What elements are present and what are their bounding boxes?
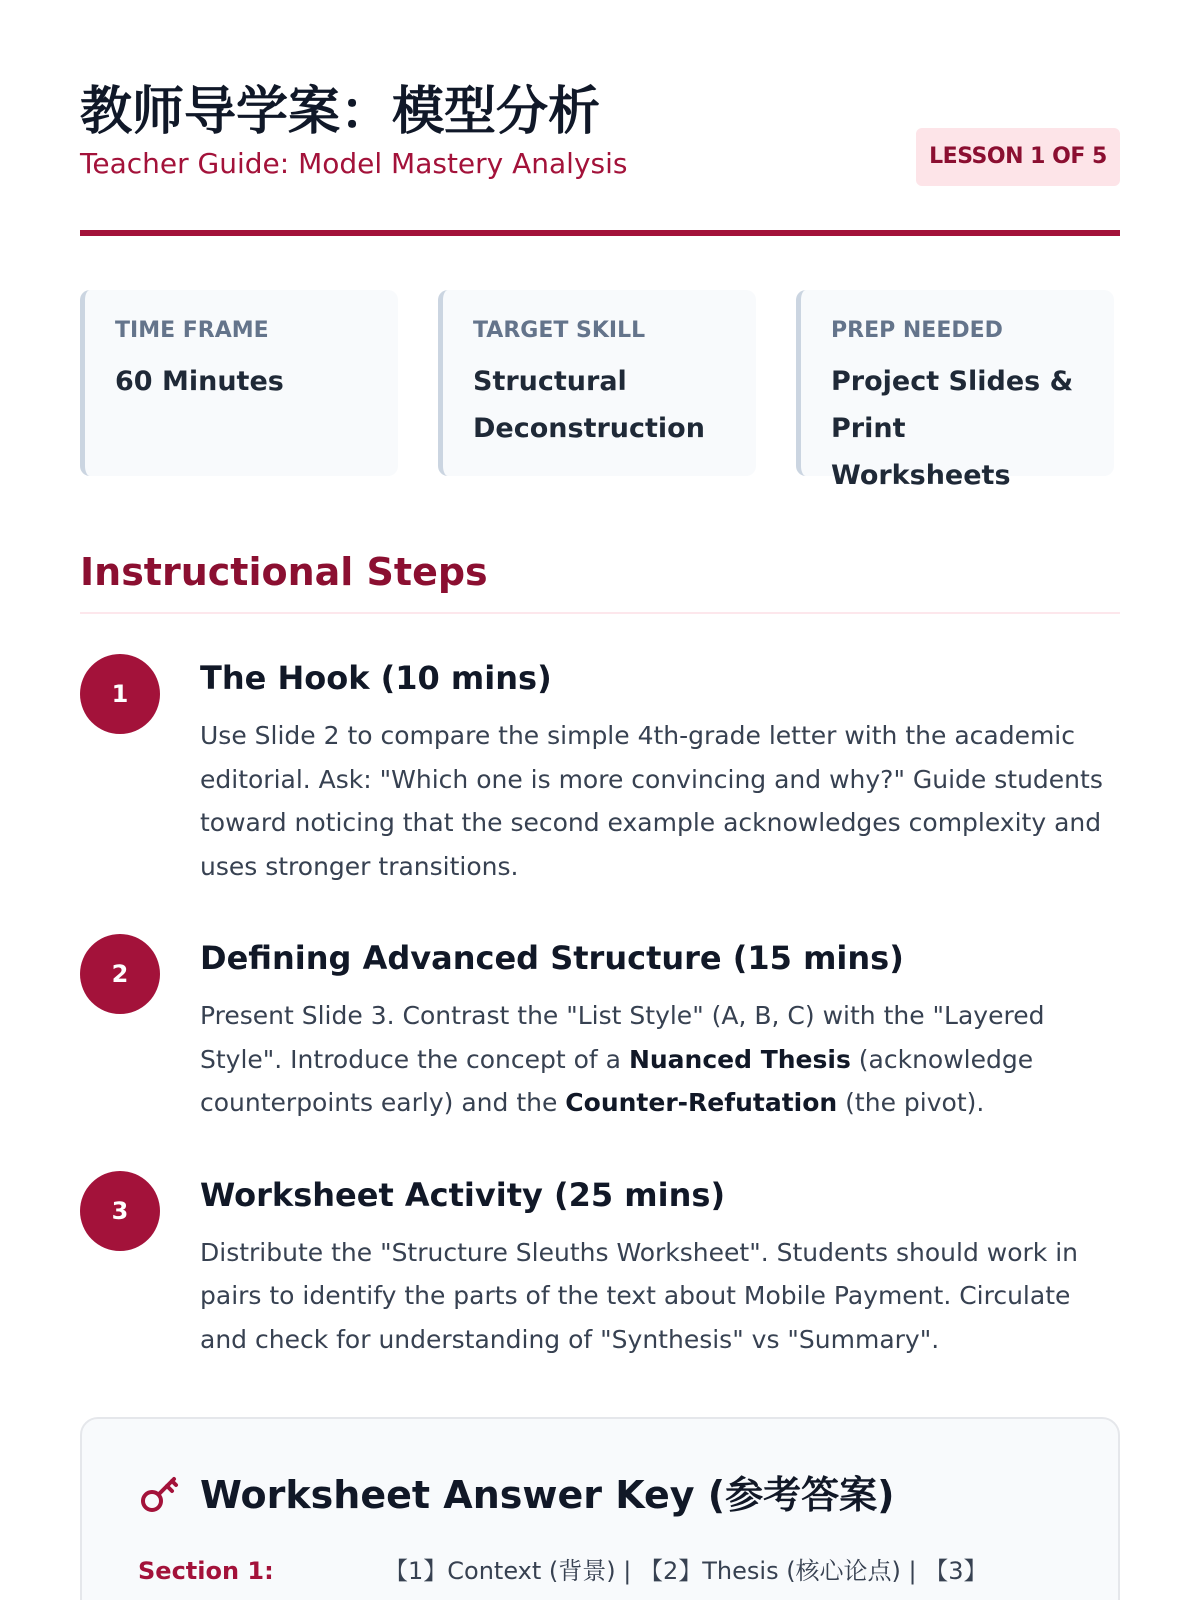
step-description: [200, 994, 1110, 1125]
target-skill-value: Structural Deconstruction: [473, 366, 705, 444]
key-icon: [138, 1474, 180, 1516]
step-item-1: [80, 654, 1120, 888]
target-skill-label: TARGET SKILL: [473, 318, 646, 343]
lesson-info-cards: [80, 290, 1120, 491]
prep-needed-value: Project Slides & Print Worksheets: [831, 366, 1074, 491]
answer-key-section-row: [138, 1555, 1118, 1587]
step-description: Distribute the "Structure Sleuths Worksheet". Students should work in pairs to identify the parts of the text about Mobile Payment. Circulate and check for understanding of "Synthesis" vs "Summary".: [200, 1237, 1078, 1354]
step-item-2: [80, 934, 1120, 1125]
step-number-badge: 2: [80, 934, 160, 1014]
time-frame-label: TIME FRAME: [115, 318, 269, 343]
step-title: Worksheet Activity (25 mins): [200, 1175, 726, 1214]
time-frame-value: 60 Minutes: [115, 366, 284, 397]
page-title-chinese: 教师导学案：模型分析: [80, 82, 601, 142]
lesson-badge: LESSON 1 OF 5: [916, 128, 1120, 186]
answer-key-title: Worksheet Answer Key (参考答案): [200, 1473, 895, 1517]
section-label: Section 1:: [138, 1557, 274, 1585]
counter-refutation-term: Counter-Refutation: [565, 1088, 838, 1117]
step-description-part: (acknowledge counterpoints early) and the: [200, 1044, 1034, 1117]
step-title: The Hook (10 mins): [200, 659, 552, 697]
step-content: [200, 934, 1110, 1125]
step-description-part: Present Slide 3. Contrast the "List Style" (A, B, C) with the "Layered Style". Introduce the concept of a: [200, 1001, 1045, 1074]
prep-needed-label: PREP NEEDED: [831, 318, 1003, 343]
time-frame-card: [80, 290, 398, 476]
step-number-badge: 1: [80, 654, 160, 734]
step-number-badge: 3: [80, 1171, 160, 1251]
instructional-steps-list: [80, 654, 1120, 1361]
target-skill-card: [438, 290, 756, 476]
step-content: [200, 1171, 1110, 1362]
section-answer-text: 【1】Context (背景) | 【2】Thesis (核心论点) | 【3】: [384, 1557, 988, 1585]
nuanced-thesis-term: Nuanced Thesis: [628, 1044, 851, 1074]
step-content: [200, 654, 1110, 888]
step-title: Defining Advanced Structure (15 mins): [200, 939, 904, 977]
step-description: Use Slide 2 to compare the simple 4th-grade letter with the academic editorial. Ask: "Which one is more convincing and why?" Guide students toward noticing that the second example acknowledges complexity and uses stronger transitions.: [200, 721, 1103, 881]
prep-needed-card: [796, 290, 1114, 491]
page-subtitle-english: Teacher Guide: Model Mastery Analysis: [80, 147, 628, 180]
step-item-3: [80, 1171, 1120, 1362]
step-description-part: (the pivot).: [837, 1088, 985, 1117]
page-header: [80, 80, 1120, 236]
instructional-steps-heading: Instructional Steps: [80, 548, 1120, 614]
teacher-guide-page: [80, 0, 1120, 1600]
answer-key-heading: [138, 1471, 1118, 1519]
worksheet-answer-key: [80, 1417, 1120, 1600]
